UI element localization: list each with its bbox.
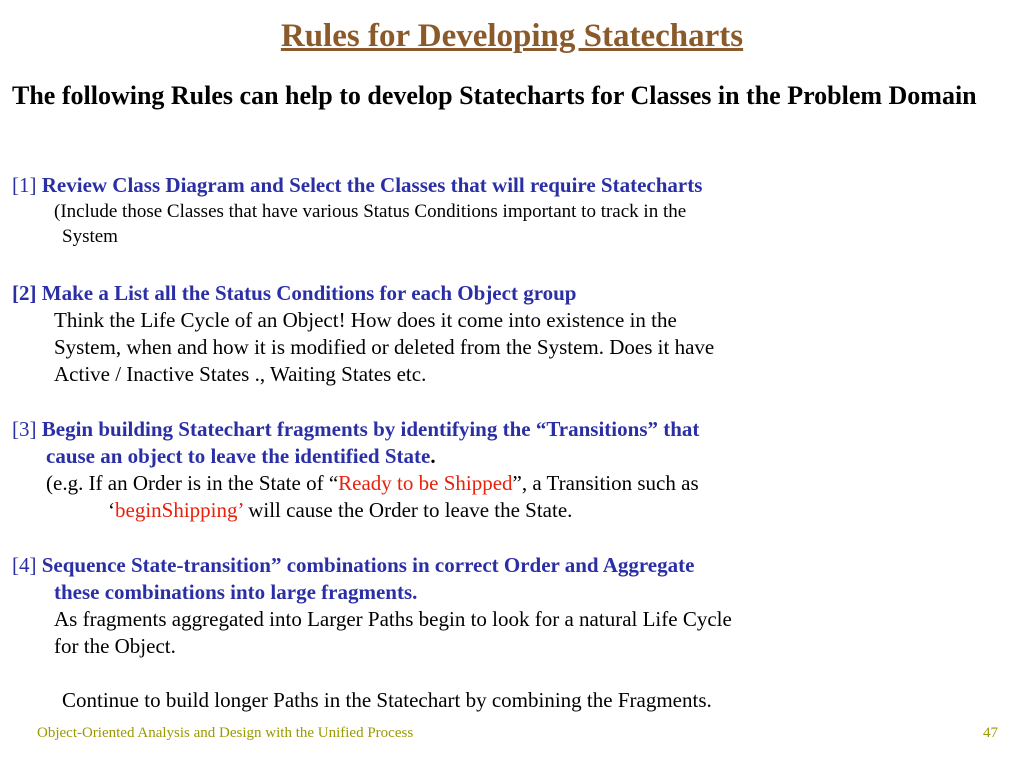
rule-2-detail-line-1: Think the Life Cycle of an Object! How does it come into existence in the [54,308,677,332]
rule-3-example-transition: beginShipping’ [115,498,243,522]
rule-3-example-suffix: will cause the Order to leave the State. [242,498,573,522]
rule-1-heading [12,172,1002,199]
rule-4-title-part-1: Sequence State-transition” combinations in correct Order and Aggregate [41,553,695,577]
rule-2-detail-line-2: System, when and how it is modified or deleted from the System. Does it have [54,335,715,359]
rule-3-example-quote-open: ‘ [108,498,115,522]
rule-1 [12,172,1002,249]
rule-1-title: Review Class Diagram and Select the Classes that will require Statecharts [41,173,703,197]
rule-3-title-part-1: Begin building Statechart fragments by identifying the “Transitions” that [41,417,700,441]
footer-course-title: Object-Oriented Analysis and Design with the Unified Process [37,725,414,741]
rule-1-detail-line-2: System [62,226,118,247]
rule-2-title: Make a List all the Status Conditions for each Object group [41,281,577,305]
rule-4-detail-line-1: As fragments aggregated into Larger Paths begin to look for a natural Life Cycle [54,607,732,631]
rule-2 [12,280,1002,388]
rule-3-example-mid: ”, a Transition such as [512,471,699,495]
rule-3-example-line-1 [12,470,1002,497]
rule-2-number: [2] [12,281,37,305]
rule-2-detail-line-3: Active / Inactive States ., Waiting States etc. [54,362,427,386]
rule-4-number: [4] [12,553,37,577]
rule-4 [12,552,1002,714]
rule-3-title-period: . [430,444,436,468]
slide-title: Rules for Developing Statecharts [280,18,744,54]
rule-4-detail-line-2: for the Object. [54,634,176,658]
rule-3-title-part-2: cause an object to leave the identified State [46,444,431,468]
rule-1-detail-line-1: (Include those Classes that have various Status Conditions important to track in the [54,201,687,222]
page-number: 47 [983,725,998,741]
rule-4-title-part-2: these combinations into large fragments. [54,580,418,604]
rule-3-example-line-2 [12,497,1002,524]
intro-text: The following Rules can help to develop Statecharts for Classes in the Problem Domain [12,81,977,110]
rule-3-example-prefix: (e.g. If an Order is in the State of “ [46,471,339,495]
rule-3 [12,416,1002,524]
rule-2-heading [12,280,1002,307]
rule-1-number: [1] [12,173,37,197]
rule-4-closing: Continue to build longer Paths in the Statechart by combining the Fragments. [62,688,712,712]
rule-3-number: [3] [12,417,37,441]
rule-3-heading-line-1 [12,416,1002,443]
rule-3-example-state: Ready to be Shipped [338,471,513,495]
rule-4-heading-line-1 [12,552,1002,579]
rule-3-heading-line-2 [12,443,1002,470]
